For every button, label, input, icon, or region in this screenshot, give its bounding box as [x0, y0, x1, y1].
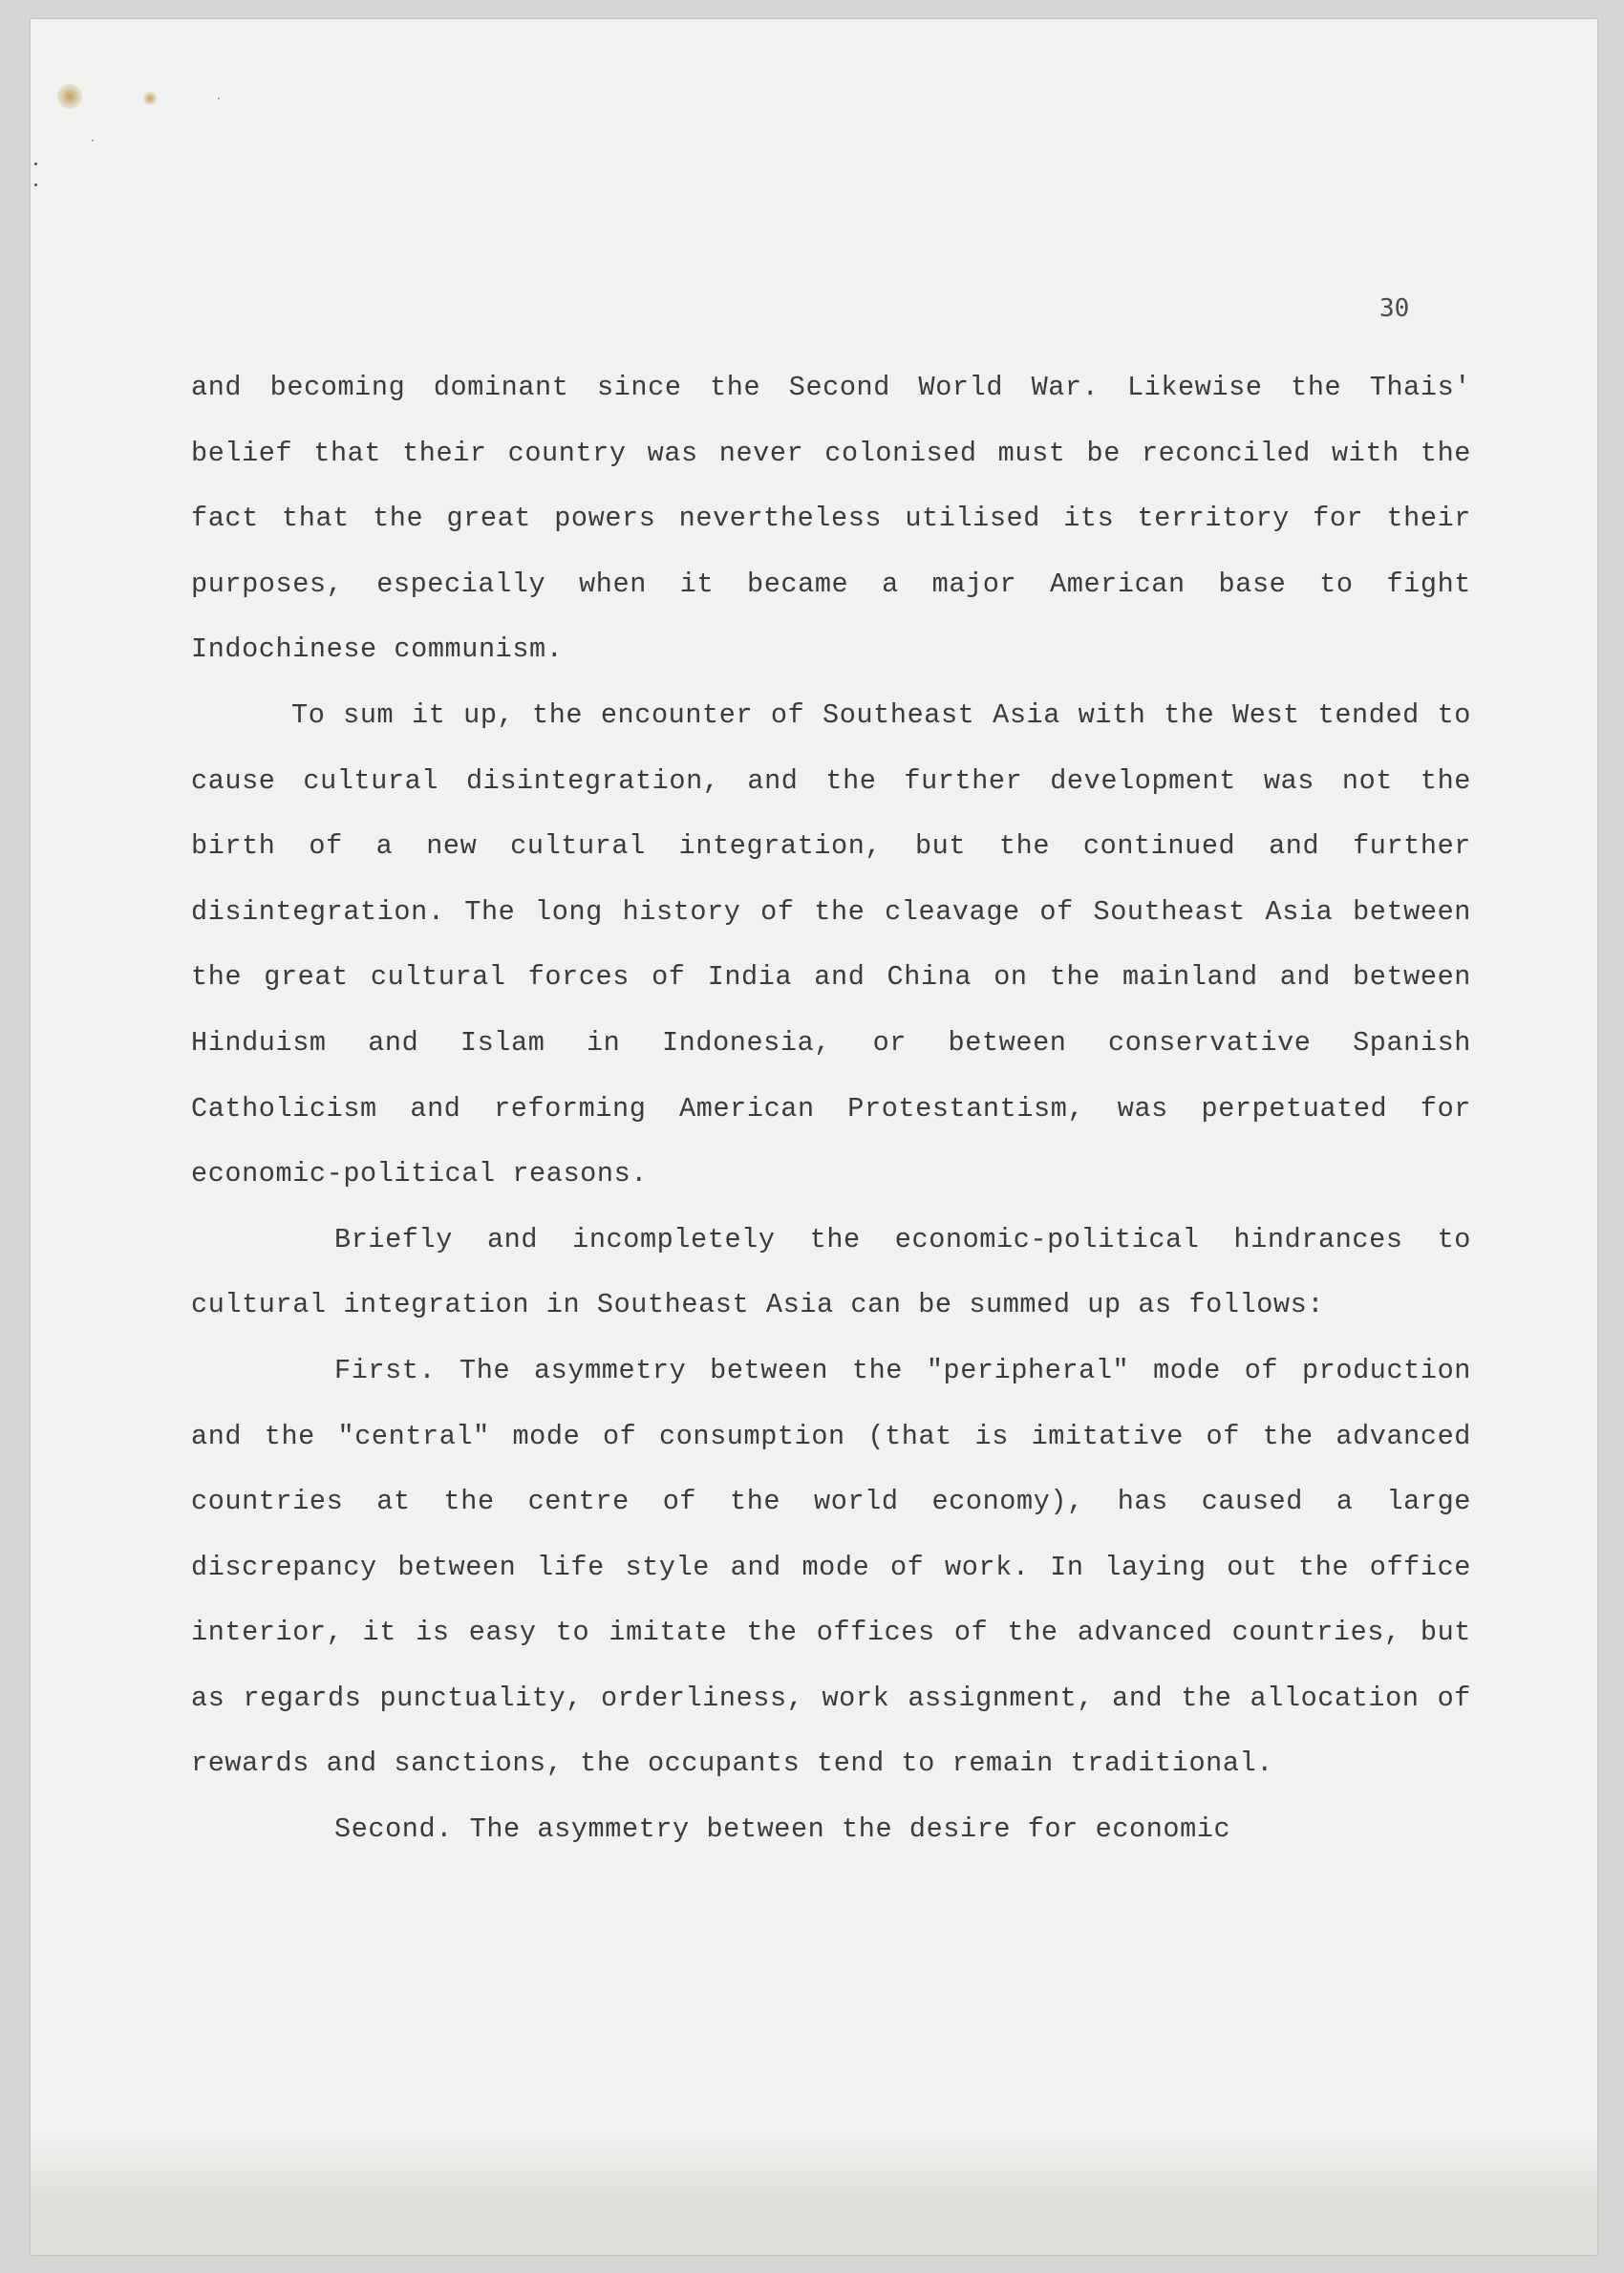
paragraph-second-point: Second. The asymmetry between the desire for economic: [334, 1813, 1231, 1846]
speck-mark: [34, 183, 37, 186]
stain-mark: [57, 84, 82, 109]
paragraph-summary: To sum it up, the encounter of Southeast Asia with the West tended to cause cultural disintegration, and the further development was not the birth of a new cultural integration, but the continued and further disintegration. The long history of the cleavage of Southeast Asia between the great cultural forces of India and China on the mainland and between Hinduism and Islam in Indonesia, or between conservative Spanish Catholicism and reforming American Protestantism, was perpetuated for economic-political reasons.: [191, 698, 1471, 1190]
paragraph-first-point: First. The asymmetry between the "peripheral" mode of production and the "central" mode of consumption (that is imitative of the advanced countries at the centre of the world economy), has caused a large discrepancy between life style and mode of work. In laying out the office interior, it is easy to imitate the offices of the advanced countries, but as regards punctuality, orderliness, work assignment, and the allocation of rewards and sanctions, the occupants tend to remain traditional.: [191, 1354, 1471, 1780]
paragraph-continuation: and becoming dominant since the Second World War. Likewise the Thais' belief that their country was never colonised must be reconciled with the fact that the great powers nevertheless utilised its territory for their purposes, especially when it became a major American base to fight Indochinese communism.: [191, 372, 1471, 666]
speck-mark: [34, 162, 37, 165]
body-text: [191, 355, 1471, 1863]
speck-mark: [218, 97, 220, 99]
stain-mark: [143, 92, 157, 105]
paragraph-hindrances-intro: Briefly and incompletely the economic-political hindrances to cultural integration in Southeast Asia can be summed up as follows:: [191, 1223, 1471, 1321]
speck-mark: [92, 139, 94, 141]
page-number: 30: [1379, 294, 1410, 323]
